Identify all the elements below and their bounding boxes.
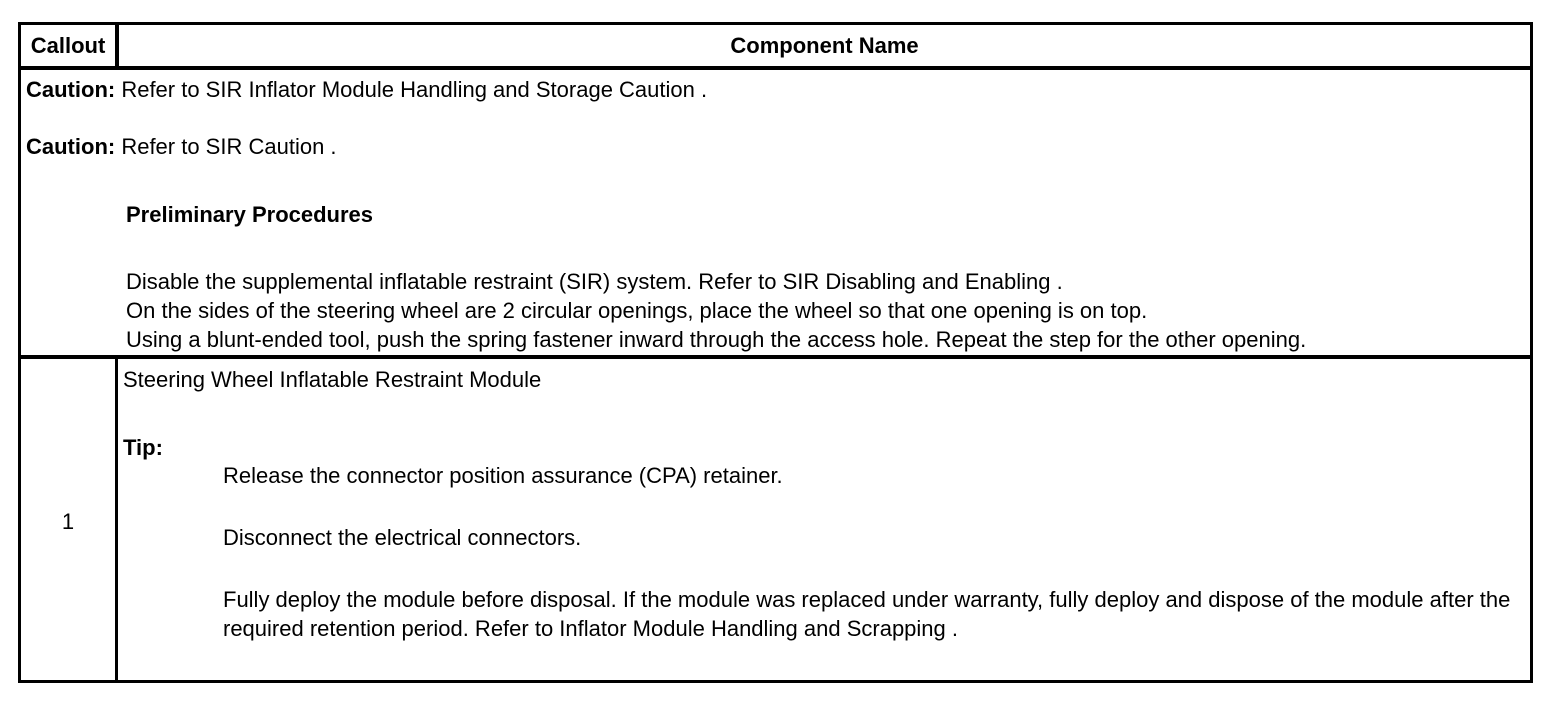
component-table	[18, 22, 1533, 683]
table-header-row	[21, 25, 1530, 70]
header-component-name: Component Name	[730, 32, 919, 58]
tip-label: Tip:	[123, 435, 163, 460]
header-callout: Callout	[21, 25, 119, 66]
caution-text: Refer to SIR Caution .	[115, 134, 337, 159]
component-name: Steering Wheel Inflatable Restraint Module	[123, 367, 542, 392]
table-row	[21, 359, 1530, 680]
caution-label: Caution:	[26, 77, 116, 102]
preliminary-heading: Preliminary Procedures	[126, 202, 374, 227]
caution-line-1	[26, 77, 707, 103]
preliminary-step: Using a blunt-ended tool, push the spring fastener inward through the access hole. Repeat the step for the other opening.	[126, 327, 1307, 352]
tip-item: Disconnect the electrical connectors.	[223, 525, 582, 550]
preliminary-step: Disable the supplemental inflatable restraint (SIR) system. Refer to SIR Disabling and Enabling .	[126, 269, 1063, 294]
caution-line-2	[26, 134, 337, 160]
caution-block	[21, 70, 1530, 359]
caution-label: Caution:	[26, 134, 116, 159]
tip-item: Fully deploy the module before disposal. If the module was replaced under warranty, fully deploy and dispose of the module after the required retention period. Refer to Inflator Module Handling and Scrapping .	[223, 587, 1511, 641]
preliminary-step: On the sides of the steering wheel are 2 circular openings, place the wheel so that one opening is on top.	[126, 298, 1148, 323]
row-component-cell	[118, 359, 1530, 680]
caution-text: Refer to SIR Inflator Module Handling and Storage Caution .	[115, 77, 708, 102]
tip-item: Release the connector position assurance (CPA) retainer.	[223, 463, 783, 488]
row-callout-cell	[21, 359, 118, 680]
callout-number: 1	[61, 509, 75, 534]
